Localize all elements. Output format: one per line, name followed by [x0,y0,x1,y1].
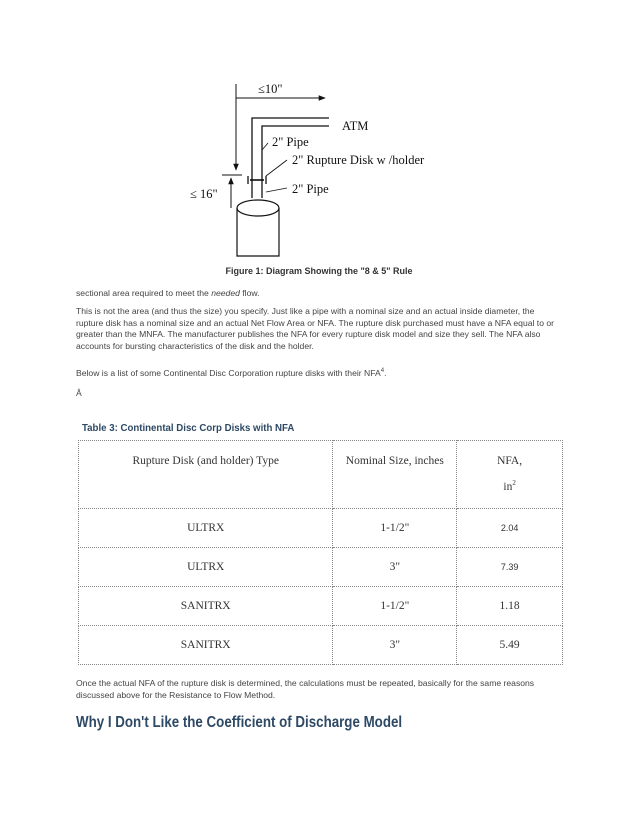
paragraph-1: sectional area required to meet the needed flow. [76,288,260,298]
atm-label: ATM [342,119,369,133]
dim-label-side: ≤ 16" [190,187,218,201]
paragraph-3: Below is a list of some Continental Disc Corporation rupture disks with their NFA$^4$. [76,367,387,378]
vessel-top [237,200,279,216]
pipe-lower-label: 2" Pipe [292,182,329,196]
paragraph-5: Once the actual NFA of the rupture disk is determined, the calculations must be repeated, basically for the same reasons discussed above for the Resistance to Flow Method. [76,678,535,700]
table-title: Table 3: Continental Disc Corp Disks with NFA [82,422,295,434]
rupture-disk-label: 2" Rupture Disk w /holder [292,153,425,167]
cell-type: ULTRX [79,548,333,587]
cell-type: SANITRX [79,587,333,626]
cell-size: 3" [333,548,457,587]
paragraph-2: This is not the area (and thus the size) you specify. Just like a pipe with a nominal size and an actual inside diameter, the rupture disk has a nominal size and an actual Net Flow Area or NFA. The rupture disk purchased must have a NFA equal to or greater than the MNFA. The manufacturer publishes the NFA for every rupture disk model and size they sell. The NFA also accounts for bursting characteristics of the disk and the holder. [76,306,555,351]
header-type: Rupture Disk (and holder) Type [79,441,333,509]
header-nfa: NFA, $in^2$ [457,441,563,509]
section-heading: Why I Don't Like the Coefficient of Discharge Model [76,714,403,731]
cell-nfa: 1.18 [457,587,563,626]
table-row [79,587,563,626]
table-row [79,548,563,587]
stray-character: Â [76,388,82,398]
leader-rupture [266,160,287,176]
cell-size: 1-1/2" [333,509,457,548]
table-row [79,509,563,548]
nfa-table [78,440,563,665]
pipe-upper-label: 2" Pipe [272,135,309,149]
figure-caption: Figure 1: Diagram Showing the "8 & 5" Rule [225,266,413,276]
cell-type: ULTRX [79,509,333,548]
cell-nfa: 7.39 [457,548,563,587]
leader-pipe-upper [262,143,268,150]
cell-size: 3" [333,626,457,665]
leader-pipe-lower [266,188,287,192]
cell-size: 1-1/2" [333,587,457,626]
table-header-row [79,441,563,509]
rule-diagram [0,0,638,270]
table-row [79,626,563,665]
cell-nfa: 2.04 [457,509,563,548]
dim-label-top: ≤10" [258,82,283,96]
header-size: Nominal Size, inches [333,441,457,509]
cell-type: SANITRX [79,626,333,665]
cell-nfa: 5.49 [457,626,563,665]
